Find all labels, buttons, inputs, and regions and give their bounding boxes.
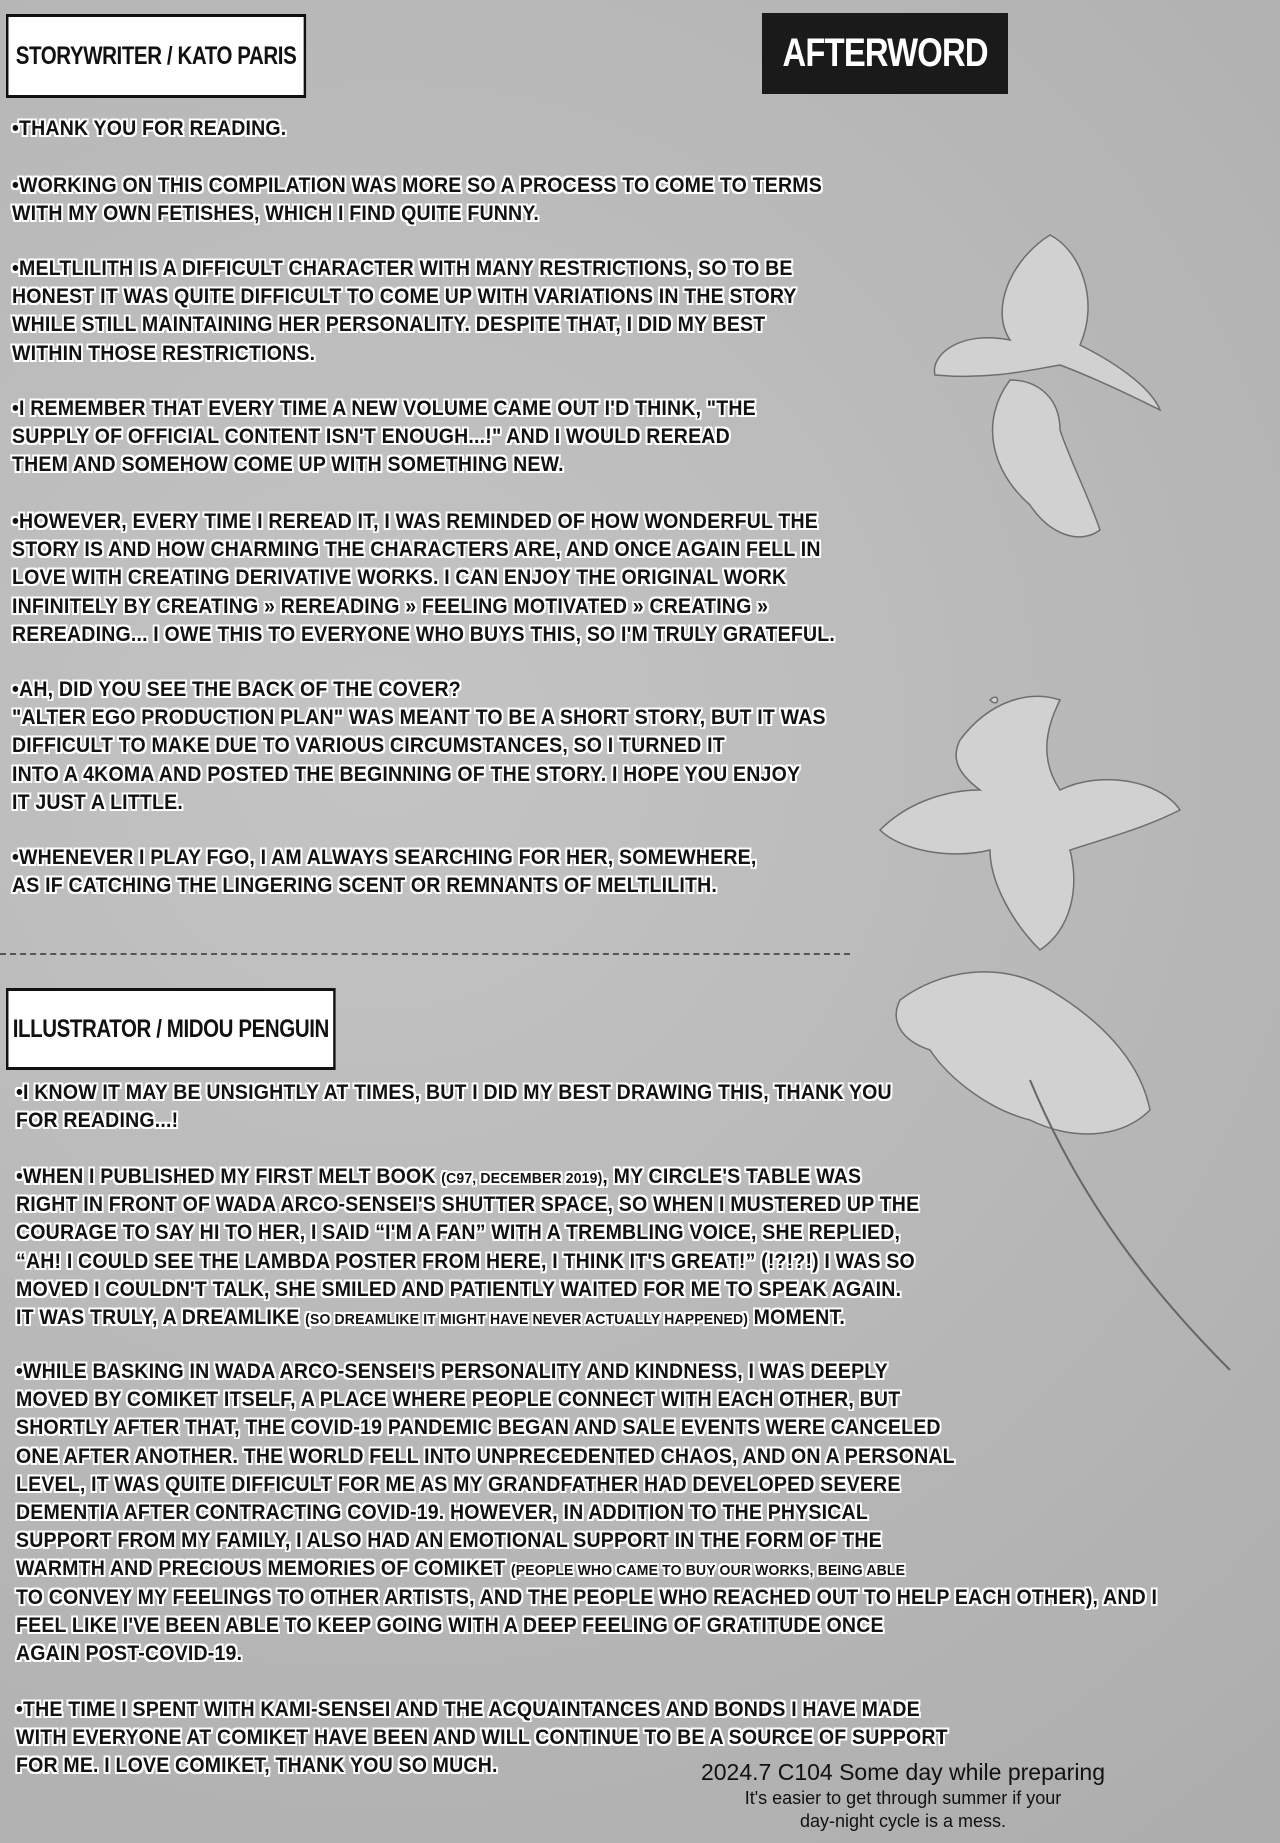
text-line: WHILE STILL MAINTAINING HER PERSONALITY. DESPITE THAT, I DID MY BEST (12, 313, 766, 337)
text-line (16, 1612, 1157, 1640)
text-line (16, 1527, 1157, 1555)
text-segment: , MY CIRCLE'S TABLE WAS (602, 1165, 862, 1188)
text-line (16, 1386, 1157, 1414)
text-line (16, 1499, 1157, 1527)
text-segment: , AND I (1092, 1585, 1158, 1609)
text-segment: RIGHT IN FRONT OF WADA ARCO-SENSEI'S SHUTTER SPACE, SO WHEN I MUSTERED UP THE (16, 1193, 920, 1217)
storywriter-header-text: STORYWRITER / KATO PARIS (15, 41, 297, 70)
storywriter-paragraph (12, 844, 813, 900)
text-segment: MOVED BY COMIKET ITSELF, A PLACE WHERE PEOPLE CONNECT WITH EACH OTHER, BUT (16, 1388, 901, 1412)
text-segment: IT WAS TRULY, A DREAMLIKE (16, 1305, 306, 1329)
storywriter-paragraph (12, 115, 307, 143)
illustrator-header (6, 988, 336, 1070)
text-segment: TO CONVEY MY FEELINGS TO OTHER ARTISTS, AND THE PEOPLE WHO REACHED OUT TO HELP EACH OTHER) (16, 1585, 1093, 1609)
text-line (16, 1191, 919, 1219)
text-line: STORY IS AND HOW CHARMING THE CHARACTERS ARE, AND ONCE AGAIN FELL IN (12, 538, 821, 562)
text-line (16, 1163, 919, 1191)
text-segment: DEMENTIA AFTER CONTRACTING COVID-19. HOWEVER, IN ADDITION TO THE PHYSICAL (16, 1500, 868, 1524)
storywriter-paragraph (12, 508, 897, 649)
text-segment: •WHEN I PUBLISHED MY FIRST MELT BOOK (16, 1165, 442, 1188)
text-line (16, 1696, 948, 1724)
text-segment: FOR READING...! (16, 1109, 179, 1133)
text-line (16, 1724, 948, 1752)
storywriter-header (6, 14, 306, 98)
text-segment: (C97, DECEMBER 2019) (441, 1170, 603, 1187)
text-line: WITHIN THOSE RESTRICTIONS. (12, 341, 316, 365)
text-segment: COURAGE TO SAY HI TO HER, I SAID “I'M A FAN” WITH A TREMBLING VOICE, SHE REPLIED, (16, 1221, 901, 1245)
text-segment: AGAIN POST-COVID-19. (16, 1641, 243, 1665)
text-line: REREADING... I OWE THIS TO EVERYONE WHO BUYS THIS, SO I'M TRULY GRATEFUL. (12, 622, 836, 646)
text-segment: MOVED I COULDN'T TALK, SHE SMILED AND PATIENTLY WAITED FOR ME TO SPEAK AGAIN. (16, 1277, 902, 1301)
text-line (16, 1555, 1157, 1583)
text-line: AS IF CATCHING THE LINGERING SCENT OR REMNANTS OF MELTLILITH. (12, 874, 717, 898)
text-segment: FOR ME. I LOVE COMIKET, THANK YOU SO MUCH. (16, 1754, 498, 1778)
illustrator-paragraph (16, 1358, 1243, 1668)
text-line (16, 1107, 892, 1135)
text-line (16, 1304, 919, 1332)
text-segment: SUPPORT FROM MY FAMILY, I ALSO HAD AN EMOTIONAL SUPPORT IN THE FORM OF THE (16, 1529, 882, 1553)
closing-note-title: 2024.7 C104 Some day while preparing (700, 1759, 1106, 1785)
storywriter-paragraph (12, 395, 812, 480)
text-line: INFINITELY BY CREATING » REREADING » FEELING MOTIVATED » CREATING » (12, 594, 769, 618)
text-segment: WARMTH AND PRECIOUS MEMORIES OF COMIKET (16, 1557, 511, 1581)
text-line (16, 1248, 919, 1276)
text-segment: •I KNOW IT MAY BE UNSIGHTLY AT TIMES, BUT I DID MY BEST DRAWING THIS, THANK YOU (16, 1081, 892, 1104)
text-line: •HOWEVER, EVERY TIME I REREAD IT, I WAS REMINDED OF HOW WONDERFUL THE (12, 510, 818, 533)
text-line: DIFFICULT TO MAKE DUE TO VARIOUS CIRCUMSTANCES, SO I TURNED IT (12, 734, 725, 758)
text-line (16, 1079, 892, 1107)
text-line (16, 1471, 1157, 1499)
text-line (16, 1443, 1157, 1471)
text-line: •AH, DID YOU SEE THE BACK OF THE COVER? (12, 678, 461, 701)
text-segment: ONE AFTER ANOTHER. THE WORLD FELL INTO UNPRECEDENTED CHAOS, AND ON A PERSONAL (16, 1444, 955, 1468)
text-line (16, 1414, 1157, 1442)
text-segment: “AH! I COULD SEE THE LAMBDA POSTER FROM HERE, I THINK IT'S GREAT!” (!?!?!) I WAS SO (16, 1249, 915, 1273)
text-line: •I REMEMBER THAT EVERY TIME A NEW VOLUME CAME OUT I'D THINK, "THE (12, 397, 756, 420)
text-segment: MOMENT. (748, 1305, 846, 1329)
illustrator-paragraph (16, 1163, 987, 1332)
text-line: •WORKING ON THIS COMPILATION WAS MORE SO A PROCESS TO COME TO TERMS (12, 174, 822, 197)
text-segment: LEVEL, IT WAS QUITE DIFFICULT FOR ME AS MY GRANDFATHER HAD DEVELOPED SEVERE (16, 1472, 901, 1496)
text-line (16, 1584, 1157, 1612)
closing-note-body (663, 1787, 1143, 1833)
text-segment: (SO DREAMLIKE IT MIGHT HAVE NEVER ACTUALLY HAPPENED) (305, 1310, 749, 1328)
afterword-title-text: AFTERWORD (782, 31, 988, 75)
text-segment: •THE TIME I SPENT WITH KAMI-SENSEI AND THE ACQUAINTANCES AND BONDS I HAVE MADE (16, 1698, 920, 1721)
text-line: •MELTLILITH IS A DIFFICULT CHARACTER WITH MANY RESTRICTIONS, SO TO BE (12, 257, 793, 280)
text-line: IT JUST A LITTLE. (12, 790, 183, 814)
storywriter-paragraph (12, 255, 856, 368)
afterword-title (762, 13, 1008, 94)
text-line (16, 1358, 1157, 1386)
closing-note-line: It's easier to get through summer if your (744, 1788, 1062, 1808)
text-line: LOVE WITH CREATING DERIVATIVE WORKS. I CAN ENJOY THE ORIGINAL WORK (12, 566, 787, 590)
illustrator-header-text: ILLUSTRATOR / MIDOU PENGUIN (12, 1014, 329, 1043)
text-line: •WHENEVER I PLAY FGO, I AM ALWAYS SEARCHING FOR HER, SOMEWHERE, (12, 846, 757, 869)
text-line: •THANK YOU FOR READING. (12, 117, 287, 140)
text-segment: (PEOPLE WHO CAME TO BUY OUR WORKS, BEING ABLE (510, 1562, 906, 1580)
illustrator-paragraph (16, 1079, 958, 1135)
storywriter-paragraph (12, 676, 887, 817)
text-segment: FEEL LIKE I'VE BEEN ABLE TO KEEP GOING WITH A DEEP FEELING OF GRATITUDE ONCE (16, 1613, 884, 1637)
text-line: WITH MY OWN FETISHES, WHICH I FIND QUITE FUNNY. (12, 202, 540, 226)
text-line (16, 1640, 1157, 1668)
closing-note-line: day-night cycle is a mess. (799, 1811, 1007, 1831)
text-line: HONEST IT WAS QUITE DIFFICULT TO COME UP WITH VARIATIONS IN THE STORY (12, 285, 797, 309)
text-line: INTO A 4KOMA AND POSTED THE BEGINNING OF THE STORY. I HOPE YOU ENJOY (12, 762, 801, 786)
storywriter-paragraph (12, 172, 883, 228)
text-line (16, 1219, 919, 1247)
section-divider (0, 953, 850, 955)
text-line: SUPPLY OF OFFICIAL CONTENT ISN'T ENOUGH...!" AND I WOULD REREAD (12, 425, 730, 449)
text-segment: •WHILE BASKING IN WADA ARCO-SENSEI'S PERSONALITY AND KINDNESS, I WAS DEEPLY (16, 1360, 888, 1383)
text-line (16, 1276, 919, 1304)
text-segment: SHORTLY AFTER THAT, THE COVID-19 PANDEMIC BEGAN AND SALE EVENTS WERE CANCELED (16, 1416, 941, 1440)
text-segment: WITH EVERYONE AT COMIKET HAVE BEEN AND WILL CONTINUE TO BE A SOURCE OF SUPPORT (16, 1726, 948, 1750)
text-line: "ALTER EGO PRODUCTION PLAN" WAS MEANT TO BE A SHORT STORY, BUT IT WAS (12, 706, 826, 730)
text-line: THEM AND SOMEHOW COME UP WITH SOMETHING NEW. (12, 453, 564, 477)
